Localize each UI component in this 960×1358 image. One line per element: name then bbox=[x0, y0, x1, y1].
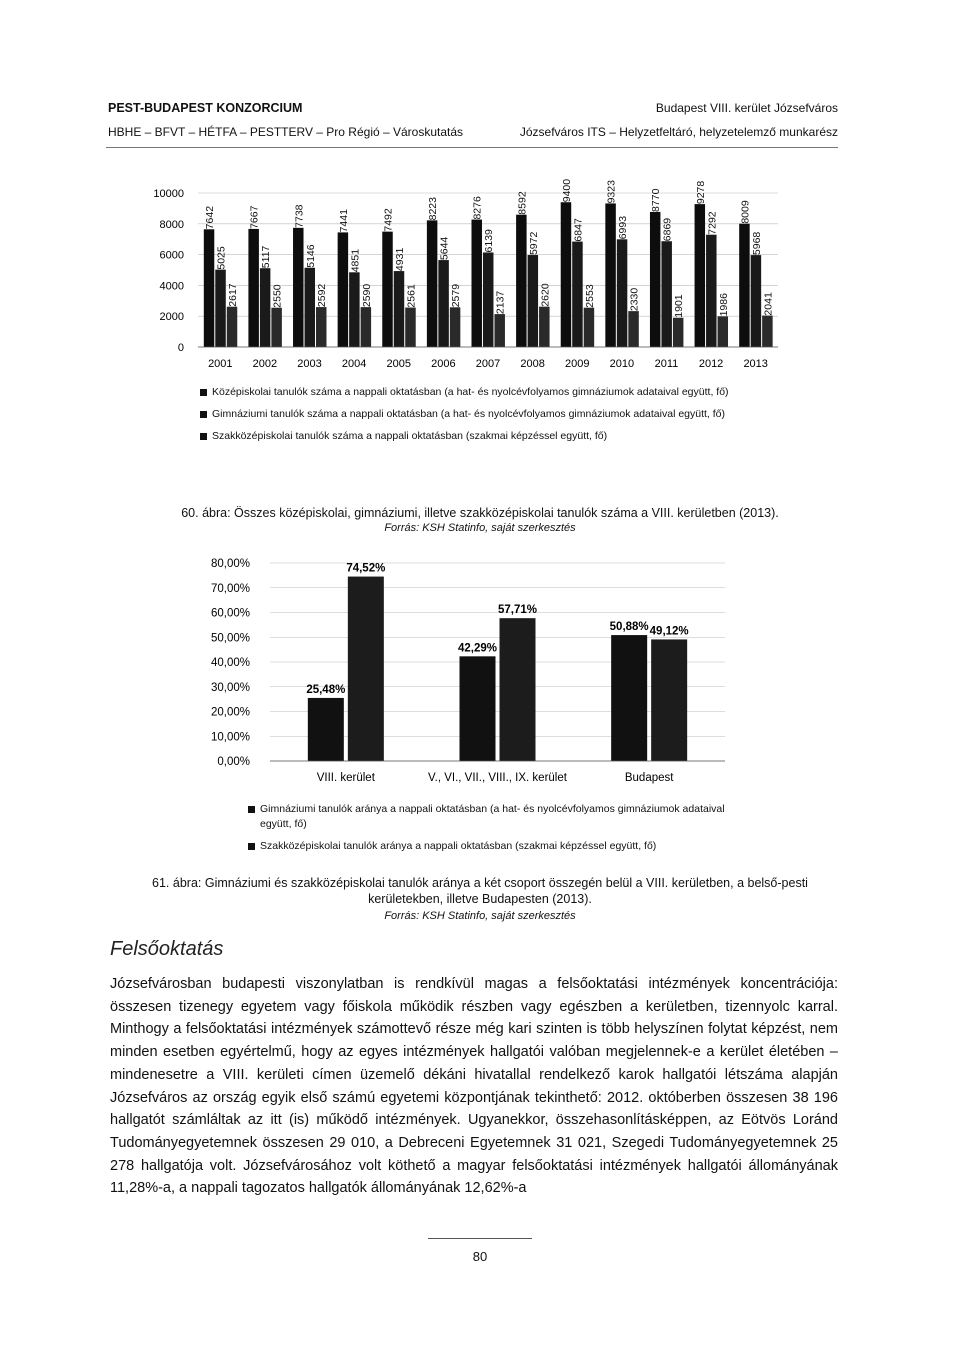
data-label: 4931 bbox=[393, 247, 406, 272]
data-label: 49,12% bbox=[649, 625, 689, 638]
bar bbox=[617, 239, 627, 347]
bar bbox=[438, 260, 448, 347]
bar bbox=[661, 241, 671, 347]
legend-swatch bbox=[200, 433, 207, 440]
bar bbox=[494, 314, 504, 347]
y-tick-label: 30,00% bbox=[210, 681, 250, 694]
data-label: 9278 bbox=[694, 180, 707, 205]
data-label: 2137 bbox=[494, 290, 507, 315]
bar bbox=[561, 202, 571, 347]
data-label: 5025 bbox=[215, 246, 228, 270]
bar bbox=[427, 220, 437, 347]
y-tick-label: 10,00% bbox=[210, 731, 250, 744]
y-tick-label: 40,00% bbox=[210, 657, 250, 669]
bar bbox=[305, 268, 315, 347]
x-tick-label: 2002 bbox=[252, 358, 278, 370]
bar bbox=[718, 316, 728, 347]
data-label: 5146 bbox=[304, 244, 317, 268]
figure60-caption: 60. ábra: Összes középiskolai, gimnáziumi, illetve szakközépiskolai tanulók száma a VIII. kerületben (2013). bbox=[181, 506, 779, 520]
header-divider bbox=[106, 147, 838, 148]
x-tick-label: 2008 bbox=[520, 358, 545, 370]
x-tick-label: 2007 bbox=[475, 358, 501, 370]
x-tick-label: Budapest bbox=[624, 772, 674, 784]
bar bbox=[673, 318, 683, 347]
bar bbox=[227, 307, 237, 347]
data-label: 2617 bbox=[227, 283, 240, 307]
x-tick-label: 2011 bbox=[654, 358, 679, 370]
section-title: Felsőoktatás bbox=[110, 938, 224, 960]
legend-item-vocational-share bbox=[248, 839, 738, 854]
data-label: 2590 bbox=[360, 283, 373, 308]
bar bbox=[405, 308, 415, 347]
bar bbox=[338, 232, 348, 347]
bar bbox=[316, 307, 326, 347]
data-label: 8223 bbox=[427, 197, 440, 221]
legend-label: Gimnáziumi tanulók aránya a nappali oktatásban (a hat- és nyolcévfolyamos gimnáziumok adataival együtt, fő) bbox=[260, 803, 725, 830]
figure60-source: Forrás: KSH Statinfo, saját szerkesztés bbox=[384, 522, 576, 534]
y-tick-label: 2000 bbox=[159, 311, 184, 324]
data-label: 2620 bbox=[539, 283, 552, 307]
bar bbox=[460, 656, 496, 761]
bar bbox=[248, 229, 258, 347]
figure60-chart bbox=[138, 165, 798, 375]
legend-swatch bbox=[248, 806, 255, 813]
y-tick-label: 4000 bbox=[159, 280, 184, 293]
data-label: 8276 bbox=[471, 196, 484, 220]
legend-label: Gimnáziumi tanulók száma a nappali oktatásban (a hat- és nyolcévfolyamos gimnáziumok adataival együtt, fő) bbox=[212, 408, 726, 420]
data-label: 2592 bbox=[316, 283, 329, 308]
y-tick-label: 10000 bbox=[153, 188, 184, 200]
data-label: 7492 bbox=[382, 208, 395, 232]
bar bbox=[394, 271, 404, 347]
x-tick-label: 2013 bbox=[743, 358, 768, 370]
y-tick-label: 60,00% bbox=[210, 607, 250, 620]
legend-label: Középiskolai tanulók száma a nappali oktatásban (a hat- és nyolcévfolyamos gimnáziumok adataival együtt, fő) bbox=[212, 386, 729, 398]
y-tick-label: 70,00% bbox=[210, 582, 250, 595]
bar bbox=[348, 577, 384, 761]
data-label: 8592 bbox=[516, 191, 529, 215]
bar bbox=[572, 242, 582, 347]
bar bbox=[349, 272, 359, 347]
footer-divider bbox=[428, 1238, 532, 1239]
x-tick-label: 2003 bbox=[297, 358, 322, 370]
data-label: 5117 bbox=[260, 245, 273, 269]
data-label: 7738 bbox=[293, 204, 306, 228]
bar bbox=[308, 698, 344, 761]
x-tick-label: 2005 bbox=[386, 358, 412, 370]
data-label: 7642 bbox=[204, 205, 217, 230]
data-label: 2330 bbox=[628, 287, 641, 312]
bar bbox=[471, 220, 481, 347]
legend-label: Szakközépiskolai tanulók aránya a nappali oktatásban (szakmai képzéssel együtt, fő) bbox=[260, 840, 657, 852]
data-label: 1901 bbox=[673, 294, 686, 318]
x-tick-label: 2006 bbox=[431, 358, 456, 370]
data-label: 8770 bbox=[650, 188, 663, 212]
bar bbox=[651, 639, 687, 761]
data-label: 42,29% bbox=[457, 642, 498, 655]
bar bbox=[539, 307, 549, 347]
bar bbox=[751, 255, 761, 347]
legend-item-grammar bbox=[200, 407, 780, 422]
bar bbox=[584, 308, 594, 347]
legend-swatch bbox=[200, 389, 207, 396]
bar bbox=[605, 203, 615, 347]
data-label: 2579 bbox=[450, 283, 463, 308]
data-label: 5644 bbox=[438, 236, 451, 261]
bar bbox=[450, 307, 460, 347]
bar bbox=[706, 235, 716, 347]
bar bbox=[271, 308, 281, 347]
bar bbox=[695, 204, 705, 347]
x-tick-label: 2010 bbox=[609, 358, 635, 370]
x-tick-label: 2009 bbox=[564, 358, 590, 370]
figure61-legend bbox=[248, 802, 738, 861]
legend-item-vocational bbox=[200, 429, 780, 444]
data-label: 74,52% bbox=[346, 562, 386, 575]
legend-label: Szakközépiskolai tanulók száma a nappali oktatásban (szakmai képzéssel együtt, fő) bbox=[212, 430, 608, 442]
data-label: 6139 bbox=[483, 229, 496, 253]
data-label: 57,71% bbox=[497, 604, 538, 617]
bar bbox=[215, 270, 225, 347]
figure61-source: Forrás: KSH Statinfo, saját szerkesztés bbox=[384, 910, 576, 922]
data-label: 6869 bbox=[661, 217, 674, 242]
bar bbox=[528, 255, 538, 347]
bar bbox=[739, 224, 749, 347]
y-tick-label: 8000 bbox=[159, 218, 184, 231]
bar bbox=[361, 307, 371, 347]
bar bbox=[628, 311, 638, 347]
x-tick-label: 2004 bbox=[341, 358, 367, 370]
data-label: 50,88% bbox=[609, 621, 649, 634]
legend-item-grammar-share bbox=[248, 802, 738, 832]
y-tick-label: 0,00% bbox=[217, 756, 250, 768]
data-label: 5968 bbox=[750, 231, 763, 256]
bar bbox=[650, 212, 660, 347]
bar bbox=[611, 635, 647, 761]
y-tick-label: 50,00% bbox=[210, 632, 250, 645]
bar bbox=[500, 618, 536, 761]
header-consortium-title: PEST-BUDAPEST KONZORCIUM bbox=[108, 101, 303, 115]
data-label: 9323 bbox=[605, 180, 618, 204]
body-paragraph: Józsefvárosban budapesti viszonylatban is rendkívül magas a felsőoktatási intézmények koncentrációja: összesen tizenegy egyetem vagy főiskola működik részben vagy egészben a kerületben, tizennyolc karral. Minthogy a felsőoktatási intézmények számottevő része még kari szinten is több helyszínen folytat képzést, nem minden esetben egyértelmű, hogy az egyes intézmények hallgatói valóban megjelennek-e a kerület életében – mindenesetre a VIII. kerületi címen üzemelő dékáni hivatallal rendelkező karok hallgatói létszáma alapján Józsefváros az ország egyik első számú egyetemi központjának tekinthető: 2012. októberben összesen 38 196 hallgatót számláltak az itt (is) működő intézmények. Ugyanekkor, összehasonlításképpen, az Eötvös Loránd Tudományegyetemnek összesen 29 010, a Debreceni Egyetemnek 31 021, Szegedi Tudományegyetemnek 25 278 hallgatója volt. Józsefvárosához volt köthető a magyar felsőoktatási intézmények hallgatói állományának 11,28%-a, a nappali tagozatos hallgatók állományának 12,62%-a bbox=[110, 976, 838, 1197]
data-label: 2561 bbox=[405, 284, 418, 308]
data-label: 9400 bbox=[560, 178, 573, 203]
data-label: 4851 bbox=[349, 248, 362, 273]
data-label: 25,48% bbox=[306, 683, 346, 696]
data-label: 7292 bbox=[706, 211, 719, 235]
legend-item-secondary bbox=[200, 385, 780, 400]
legend-swatch bbox=[248, 843, 255, 850]
data-label: 2553 bbox=[583, 284, 596, 308]
page-number: 80 bbox=[472, 1249, 488, 1264]
data-label: 2041 bbox=[762, 292, 775, 316]
figure60-legend bbox=[200, 385, 780, 451]
data-label: 7441 bbox=[337, 209, 350, 233]
y-tick-label: 20,00% bbox=[210, 706, 250, 719]
header-document-part: Józsefváros ITS – Helyzetfeltáró, helyzetelemző munkarész bbox=[519, 125, 838, 139]
bar bbox=[382, 232, 392, 347]
data-label: 2550 bbox=[271, 284, 284, 308]
header-partners: HBHE – BFVT – HÉTFA – PESTTERV – Pro Régió – Városkutatás bbox=[108, 125, 464, 139]
bar bbox=[204, 229, 214, 347]
data-label: 8009 bbox=[739, 200, 752, 224]
data-label: 6847 bbox=[572, 218, 585, 242]
data-label: 5972 bbox=[527, 231, 540, 256]
x-tick-label: V., VI., VII., VIII., IX. kerület bbox=[428, 772, 567, 784]
legend-swatch bbox=[200, 411, 207, 418]
figure61-caption-line1: 61. ábra: Gimnáziumi és szakközépiskolai tanulók aránya a két csoport összegén belül a VIII. kerületben, a belső-pesti bbox=[152, 876, 808, 890]
header-district-title: Budapest VIII. kerület Józsefváros bbox=[655, 101, 838, 115]
bar bbox=[260, 268, 270, 347]
data-label: 1986 bbox=[717, 293, 730, 317]
bar bbox=[483, 252, 493, 347]
y-tick-label: 6000 bbox=[159, 249, 184, 262]
bar bbox=[516, 215, 526, 347]
figure61-caption-line2: kerületekben, illetve Budapesten (2013). bbox=[368, 892, 592, 906]
y-tick-label: 80,00% bbox=[210, 558, 250, 570]
data-label: 7667 bbox=[248, 205, 261, 229]
y-tick-label: 0 bbox=[177, 342, 184, 354]
x-tick-label: 2001 bbox=[208, 358, 233, 370]
figure61-chart bbox=[190, 547, 750, 795]
x-tick-label: VIII. kerület bbox=[316, 772, 375, 784]
bar bbox=[293, 228, 303, 347]
x-tick-label: 2012 bbox=[698, 358, 724, 370]
bar bbox=[762, 316, 772, 347]
data-label: 6993 bbox=[617, 215, 630, 240]
